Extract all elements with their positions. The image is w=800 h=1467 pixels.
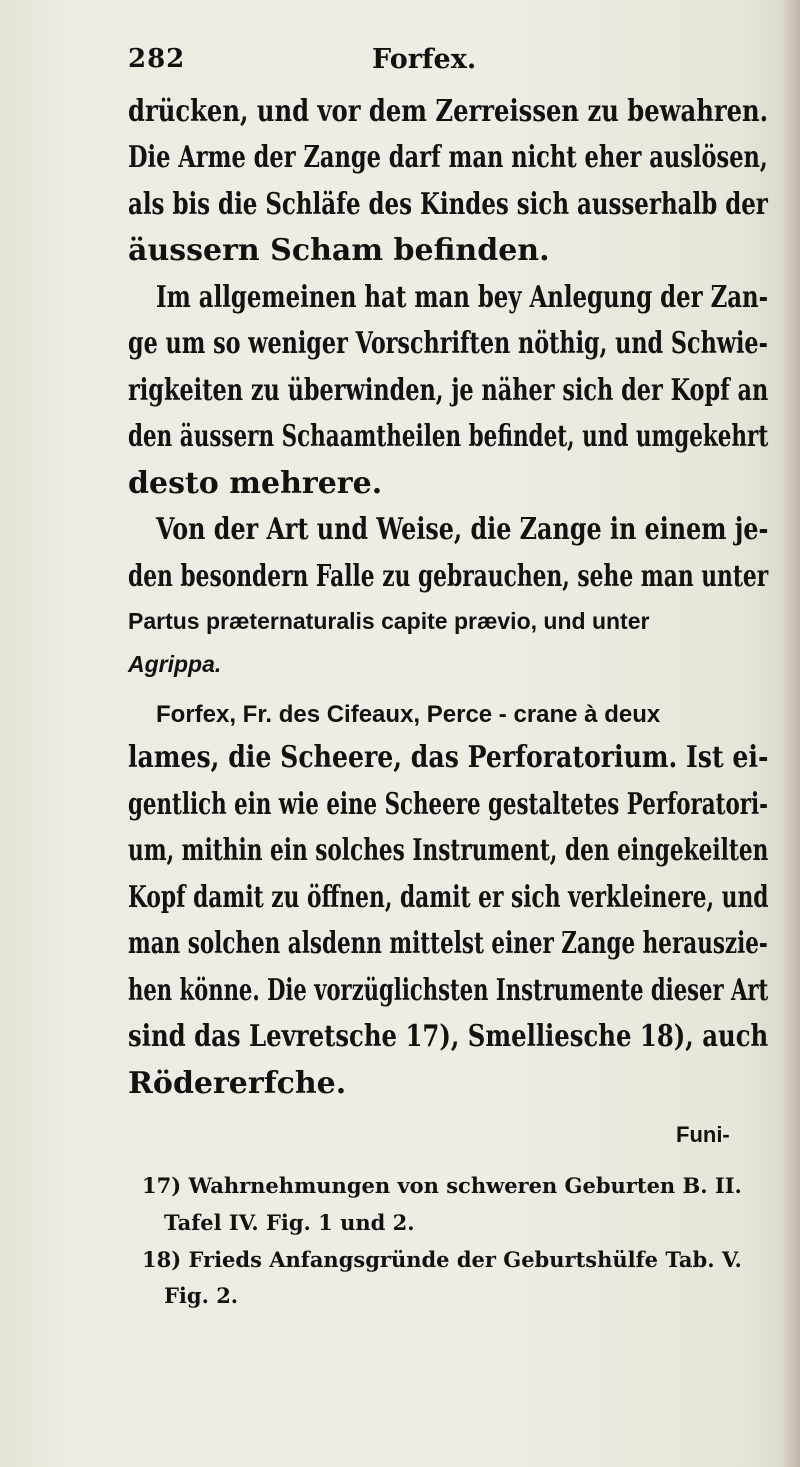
text-line: Forfex, Fr. des Cifeaux, Perce - crane à deux bbox=[156, 701, 661, 728]
text-line: Von der Art und Weise, die Zange in einem je- bbox=[156, 512, 769, 547]
text-line: Partus præternaturalis capite prævio, und unter bbox=[128, 608, 650, 634]
text-line: man solchen alsdenn mittelst einer Zange herauszie- bbox=[128, 926, 768, 961]
footnote-line: Fig. 2. bbox=[164, 1283, 239, 1308]
text-line: sind das Levretsche 17), Smelliesche 18), auch bbox=[128, 1019, 769, 1054]
text-line: Rödererfche. bbox=[128, 1066, 347, 1101]
text-line: hen könne. Die vorzüglichsten Instrumente dieser Art bbox=[128, 973, 769, 1008]
footnote-line: 18) Frieds Anfangsgründe der Geburtshülfe Tab. V. bbox=[142, 1247, 742, 1272]
catchword: Funi- bbox=[676, 1122, 730, 1147]
text-line: Im allgemeinen hat man bey Anlegung der Zan- bbox=[156, 280, 769, 315]
footnote-line: 17) Wahrnehmungen von schweren Geburten B. II. bbox=[142, 1173, 742, 1198]
text-line: rigkeiten zu überwinden, je näher sich der Kopf an bbox=[128, 373, 769, 408]
text-line: gentlich ein wie eine Scheere gestaltetes Perforatori- bbox=[128, 787, 768, 822]
page-number: 282 bbox=[128, 44, 186, 74]
text-line: den äussern Schaamtheilen befindet, und umgekehrt bbox=[128, 419, 769, 454]
text-line: Agrippa. bbox=[128, 651, 222, 677]
text-line: den besondern Falle zu gebrauchen, sehe man unter bbox=[128, 559, 769, 594]
text-line: Die Arme der Zange darf man nicht eher auslösen, bbox=[128, 140, 768, 175]
text-line: lames, die Scheere, das Perforatorium. Ist ei- bbox=[128, 740, 769, 775]
page-header bbox=[128, 44, 688, 84]
text-line: ge um so weniger Vorschriften nöthig, und Schwie- bbox=[128, 326, 768, 361]
text-line: äussern Scham befinden. bbox=[128, 233, 550, 268]
text-line: als bis die Schläfe des Kindes sich ausserhalb der bbox=[128, 187, 768, 222]
footnote-line: Tafel IV. Fig. 1 und 2. bbox=[164, 1210, 415, 1235]
text-line: drücken, und vor dem Zerreissen zu bewahren. bbox=[128, 94, 769, 129]
text-line: desto mehrere. bbox=[128, 466, 383, 501]
text-line: um, mithin ein solches Instrument, den eingekeilten bbox=[128, 833, 769, 868]
running-head: Forfex. bbox=[372, 44, 477, 75]
text-line: Kopf damit zu öffnen, damit er sich verkleinere, und bbox=[128, 880, 769, 915]
